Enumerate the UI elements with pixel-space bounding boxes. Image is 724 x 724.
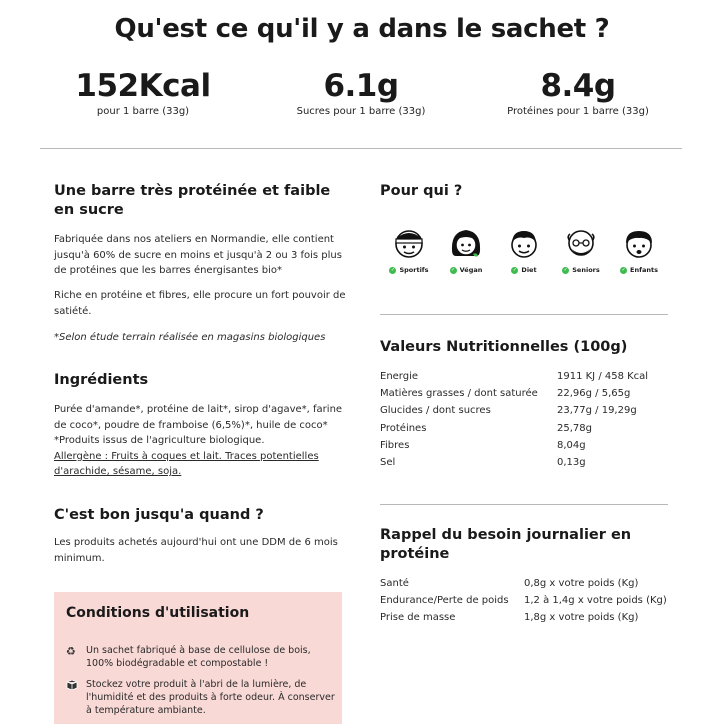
table-row: Sel 0,13g: [380, 456, 586, 468]
conditions-box: [54, 592, 342, 724]
intro-note: [54, 330, 346, 346]
page-title: Qu'est ce qu'il y a dans le sachet ?: [114, 14, 610, 44]
audience-sportifs: [380, 226, 438, 274]
stat-calories: [23, 66, 263, 117]
stat-label: Sucres pour 1 barre (33g): [296, 106, 426, 117]
diet-face-icon: [507, 226, 541, 262]
stat-value: 8.4g: [540, 68, 616, 104]
daily-heading: Rappel du besoin journalier en protéine: [380, 527, 632, 562]
table-row: Endurance/Perte de poids 1,2 à 1,4g x votre poids (Kg): [380, 595, 667, 607]
recycle-icon: ♻: [66, 645, 76, 658]
table-row: Prise de masse 1,8g x votre poids (Kg): [380, 612, 639, 624]
audience-label: ✓ Diet: [512, 266, 537, 274]
table-row: Matières grasses / dont saturée 22,96g / 5,65g: [380, 388, 631, 400]
senior-face-icon: [564, 226, 598, 262]
table-row: Santé 0,8g x votre poids (Kg): [380, 578, 639, 589]
stat-label: Protéines pour 1 barre (33g): [507, 106, 649, 117]
stat-sugar: [241, 66, 481, 117]
check-icon: ✓: [390, 266, 396, 273]
check-icon: ✓: [512, 266, 518, 273]
right-divider-2: [380, 504, 668, 505]
top-divider: [40, 148, 682, 149]
audience-label: ✓ Enfants: [621, 266, 658, 274]
audience-enfants: [610, 226, 668, 274]
ingredients-heading: Ingrédients: [54, 372, 149, 388]
stat-value: 6.1g: [323, 68, 399, 104]
nutrition-heading: Valeurs Nutritionnelles (100g): [380, 339, 628, 355]
child-face-icon: [622, 226, 656, 262]
audience-label: ✓ Végan: [451, 266, 483, 274]
table-row: Glucides / dont sucres 23,77g / 19,29g: [380, 405, 637, 417]
study-note: *Selon étude terrain réalisée en magasins biologiques: [54, 332, 326, 343]
daily-table: [380, 575, 670, 627]
check-icon: ✓: [621, 266, 626, 273]
stat-label: pour 1 barre (33g): [96, 106, 190, 117]
shelf-heading: C'est bon jusqu'a quand ?: [54, 507, 264, 523]
ingredients-text: [54, 402, 346, 480]
box-icon: [66, 679, 82, 694]
intro-heading: Une barre très protéinée et faible en sucre: [54, 183, 331, 218]
audience-vegan: [437, 226, 495, 274]
table-row: Protéines 25,78g: [380, 422, 592, 434]
check-icon: ✓: [451, 266, 456, 273]
stat-protein: [458, 66, 698, 117]
organic-note: *Produits issus de l'agriculture biologique.: [54, 435, 265, 446]
athlete-face-icon: [392, 226, 426, 262]
audience-diet: [495, 226, 553, 274]
check-icon: ✓: [563, 266, 568, 273]
allergens-note: Allergène : Fruits à coques et lait. Traces potentielles d'arachide, sésame, soja.: [54, 450, 319, 477]
condition-text: Un sachet fabriqué à base de cellulose de bois, 100% biodégradable et compostable !: [86, 645, 311, 669]
intro-paragraph: Fabriquée dans nos ateliers en Normandie, elle contient jusqu'à 60% de sucre en moins et jusqu'à 2 ou 3 fois plus de protéines que les barres énergisantes bio*: [54, 234, 342, 276]
table-row: Energie 1911 KJ / 458 Kcal: [380, 371, 649, 382]
audience-seniors: [552, 226, 610, 274]
audience-label: ✓ Sportifs: [390, 266, 429, 274]
nutrition-table: [380, 368, 670, 471]
audience-heading: Pour qui ?: [380, 183, 463, 199]
ingredients-list: Purée d'amande*, protéine de lait*, sirop d'agave*, farine de coco*, poudre de framboise (6,5%)*, huile de coco*: [54, 404, 343, 431]
vegan-face-icon: [449, 226, 483, 262]
condition-text: Stockez votre produit à l'abri de la lumière, de l'humidité et des produits à forte odeur. À conserver à température ambiante.: [86, 679, 335, 716]
intro-paragraph-2: Riche en protéine et fibres, elle procure un fort pouvoir de satiété.: [54, 290, 346, 317]
shelf-text: Les produits achetés aujourd'hui ont une DDM de 6 mois minimum.: [54, 537, 338, 564]
right-divider-1: [380, 314, 668, 315]
audience-label: ✓ Seniors: [563, 266, 600, 274]
audience-list: [380, 226, 670, 286]
table-row: Fibres 8,04g: [380, 439, 586, 451]
conditions-heading: Conditions d'utilisation: [66, 605, 250, 621]
stat-value: 152Kcal: [75, 68, 211, 104]
